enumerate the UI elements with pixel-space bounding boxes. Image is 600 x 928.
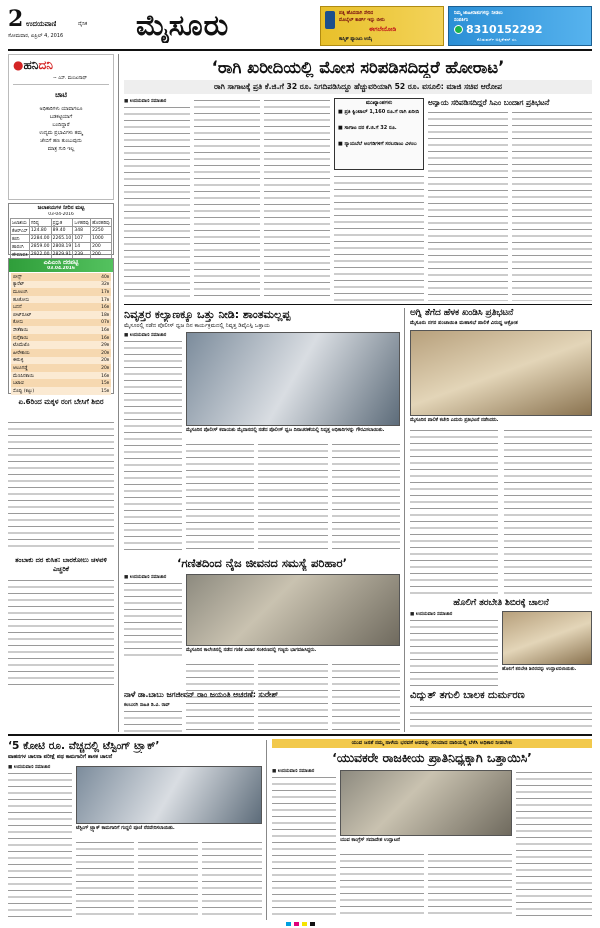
reservoir-date: 03-04-2016 xyxy=(48,212,74,217)
article-summer-camp xyxy=(8,420,114,550)
table-cell: ಸೌತೆಕಾಯಿ xyxy=(13,327,29,333)
table-cell: ಹಾರಂಗಿ xyxy=(11,243,30,251)
issue-date: ಸೋಮವಾರ, ಏಪ್ರಿಲ್ 4, 2016 xyxy=(8,33,64,39)
table-row xyxy=(11,387,111,395)
table-cell: 200 xyxy=(91,243,112,251)
table-cell: ಸೊಪ್ಪು (ಕಟ್ಟು) xyxy=(13,388,35,394)
ad2-line1: ನಿಮ್ಮ ಜಾಹೀರಾತುಗಳನ್ನು ನೀಡಲು xyxy=(454,11,503,16)
youth-byline: ■ ಉದಯವಾಣಿ ಸಮಾಚಾರ xyxy=(272,769,315,774)
poem-title: ಚಾಟಿ xyxy=(55,91,67,99)
temperature-header xyxy=(9,259,113,272)
column-divider xyxy=(404,308,405,732)
section-rule xyxy=(124,304,592,305)
masthead xyxy=(8,8,592,48)
table-cell: 40ಕಿ xyxy=(101,274,109,280)
color-swatch xyxy=(294,922,299,926)
table-cell: 1000 xyxy=(91,235,112,243)
lead-article-col1 xyxy=(124,105,190,301)
table-cell: 16ಕಿ xyxy=(101,335,109,341)
youth-kicker: ಯುವ ಜನತೆ ನಮ್ಮ ನಾಳೆಯ ಭರವಸೆ ಅವರನ್ನು ಸರಿಯಾದ ದಾರಿಯಲ್ಲಿ ಬೆಳೆಸಿ ಅಧಿಕಾರ ನೀಡಬೇಕು xyxy=(272,739,592,748)
paper-suffix: ದೈನಿಕ xyxy=(78,21,88,27)
table-cell: ಕ್ಯಾರೆಟ್ xyxy=(13,282,25,288)
table-cell: 14 xyxy=(73,243,91,251)
table-row xyxy=(11,364,111,372)
headline-injustice-protest: ಅನ್ಯಾಯ ಸರಿಪಡಿಸದಿದ್ದರೆ ಸಿಎಂ ಬಂದಾಗ ಪ್ರತಿಭಟನೆ xyxy=(428,98,550,107)
color-swatch xyxy=(302,922,307,926)
table-cell: 89.40 xyxy=(51,227,73,235)
table-cell: 107 xyxy=(73,235,91,243)
temperature-table xyxy=(11,273,111,395)
poem-line: ಬಂದಿದ್ದಾರೆ xyxy=(52,122,70,128)
article-fire-col1 xyxy=(410,428,498,594)
table-header: ಪ್ರಸ್ತುತ xyxy=(51,219,73,227)
article-youth-col1 xyxy=(272,775,336,919)
table-cell: 15ಕಿ xyxy=(101,388,109,394)
table-cell: ಟೊಮೆಟೊ xyxy=(13,343,30,349)
table-row xyxy=(11,379,111,387)
article-youth-col2 xyxy=(340,852,424,919)
table-cell: ಬದನೆ xyxy=(13,305,22,311)
article-youth-col3 xyxy=(428,852,512,919)
table-cell: 16ಕಿ xyxy=(101,305,109,311)
table-header: ಜಲಾಶಯ xyxy=(11,219,30,227)
track-caption: ಟೆಸ್ಟಿಂಗ್ ಟ್ರ್ಯಾಕ್ ಕಾಮಗಾರಿಗೆ ಗುದ್ದಲಿ ಪೂಜೆ ನೆರವೇರಿಸಲಾಯಿತು. xyxy=(76,826,175,831)
table-row xyxy=(11,341,111,349)
lead-byline: ■ ಉದಯವಾಣಿ ಸಮಾಚಾರ xyxy=(124,99,167,104)
protest-caption: ಮೈಸೂರಿನ ಪಾಲಿಕೆ ಕಚೇರಿ ಎದುರು ಪ್ರತಿಭಟನೆ ನಡೆಸಿದರು. xyxy=(410,418,499,423)
article-retired-col1 xyxy=(124,339,182,551)
temperature-box xyxy=(8,258,114,394)
article-babu xyxy=(124,709,182,732)
ad1-sub: ಕಾಸ್ಮಿಕ್ ಫ್ಯಾಂಟಸಿ ಆಯ್ಕೆ xyxy=(339,37,373,42)
page-number: 2 xyxy=(8,6,24,32)
headline-sewing: ಹೊಲಿಗೆ ತರಬೇತಿ ಶಿಬಿರಕ್ಕೆ ಚಾಲನೆ xyxy=(453,598,549,608)
table-cell: ಹೀರೇಕಾಯಿ xyxy=(13,350,30,356)
lead-headline: ‘ರಾಗಿ ಖರೀದಿಯಲ್ಲಿ ಮೋಸ ಸರಿಪಡಿಸದಿದ್ದರೆ ಹೋರಾಟ’ xyxy=(211,58,505,77)
article-math-col1 xyxy=(124,581,182,659)
table-cell: 32ಕಿ xyxy=(101,282,109,288)
table-cell: 239 xyxy=(73,251,91,259)
article-tobacco xyxy=(8,578,114,690)
logo-dani: ದನಿ xyxy=(38,58,53,72)
track-byline: ■ ಉದಯವಾಣಿ ಸಮಾಚಾರ xyxy=(8,765,51,770)
poem-line: ಉದ್ಯಮ ಪ್ರಭಾವಿಗಳು ತಮ್ಮ xyxy=(39,130,83,136)
table-row xyxy=(11,326,111,334)
table-cell: ಕೆಆರ್‌ಎಸ್ xyxy=(12,228,28,234)
article-electrocution xyxy=(410,704,592,732)
subheadline-retired-welfare: ಮೈಸೂರಲ್ಲಿ ನಡೆದ ಪೊಲೀಸ್ ಧ್ವಜ ದಿನ ಕಾರ್ಯಕ್ರಮದಲ್ಲಿ ನಿವೃತ್ತ ಡಿವೈಎಸ್ಪಿ ಒತ್ತಾಯ xyxy=(124,323,270,329)
table-cell: 18ಕಿ xyxy=(101,312,109,318)
headline-summer-camp: ಏ.6ರಿಂದ ಮಕ್ಕಳ ರಂಗ ಬೇಸಿಗೆ ಶಿಬಿರ xyxy=(18,398,104,406)
hani-logo xyxy=(13,58,53,73)
youth-caption: ಯುವ ಕಾಂಗ್ರೆಸ್ ಸಮಾವೇಶ ಉದ್ಘಾಟನೆ xyxy=(340,838,400,843)
police-photo xyxy=(186,332,400,426)
registration-marks xyxy=(8,922,592,926)
table-header-row xyxy=(11,219,112,227)
logo-hani: ಹನಿ xyxy=(23,58,39,72)
table-cell: 2265.10 xyxy=(52,236,72,241)
article-retired-col3 xyxy=(258,442,328,551)
table-cell: 29ಕಿ xyxy=(101,343,109,349)
column-divider xyxy=(266,740,267,920)
sewing-photo xyxy=(502,611,592,665)
table-row xyxy=(11,227,112,235)
color-swatch xyxy=(286,922,291,926)
protest-photo xyxy=(410,330,592,416)
table-row xyxy=(11,303,111,311)
table-cell: ಕಬಿನಿ xyxy=(11,235,30,243)
hani-dani-box xyxy=(8,54,114,200)
article-track-col1 xyxy=(8,771,72,919)
table-cell: ಕೋಸು xyxy=(13,320,24,326)
ad2-line2: ಸಂಪರ್ಕಿಸಿ xyxy=(454,18,469,23)
ad1-line1: ಪತ್ನಿ ಹೊಸದಾಗಿ ಸೇರಿದ xyxy=(339,11,374,16)
factbox-title: ಮುಖ್ಯಾಂಶಗಳು xyxy=(365,100,393,106)
bottom-section-rule xyxy=(8,734,592,736)
article-fire-col2 xyxy=(504,428,592,594)
headline-fire-protest: ಅಗ್ನಿ ತೆಗೆದ ಹೆಳಕ ಖಂಡಿಸಿ ಪ್ರತಿಭಟನೆ xyxy=(410,308,514,318)
factbox-item: ■ ನ್ಯಾಯಬೆಲೆ ಅಂಗಡಿಗಳಿಗೆ ಸರಬರಾಜು ವಿಳಂಬ xyxy=(338,141,417,147)
table-cell: 2808.19 xyxy=(52,244,72,249)
table-cell: 17ಕಿ xyxy=(101,297,109,303)
table-cell: ಈರುಳ್ಳಿ xyxy=(13,358,24,364)
hani-author: ~ ಎಸ್. ಮಂಜುನಾಥ್ xyxy=(53,76,87,81)
table-row xyxy=(11,319,111,327)
table-cell: 16ಕಿ xyxy=(101,327,109,333)
color-swatch xyxy=(310,922,315,926)
article-injustice-col2 xyxy=(512,110,592,301)
article-retired-col4 xyxy=(332,442,400,551)
paper-name: ಉದಯವಾಣಿ xyxy=(26,20,57,28)
temperature-title: ಎಪಿಎಂಸಿ ದರಪಟ್ಟಿ xyxy=(43,259,79,266)
math-photo xyxy=(186,574,400,646)
phone-icon xyxy=(325,11,335,29)
ad1-line2: ಮೊಬೈಲ್ ಕಾರ್ಡ್ ಇನ್ನು ಬೀರು xyxy=(339,18,385,23)
table-cell: 2829.91 xyxy=(52,252,72,257)
whatsapp-icon xyxy=(454,25,463,34)
table-cell: ಬಟಾಣಿ xyxy=(13,381,24,387)
police-caption: ಮೈಸೂರಿನ ಪೊಲೀಸ್ ಕವಾಯತು ಮೈದಾನದಲ್ಲಿ ನಡೆದ ಪೊಲೀಸ್ ಧ್ವಜ ದಿನಾಚರಣೆಯಲ್ಲಿ ನಿವೃತ್ತ ಅಧಿಕಾರಿಗಳನ್ನು ಗೌರವಿಸಲಾಯಿತು. xyxy=(186,428,385,433)
math-caption: ಮೈಸೂರಿನ ಕಾಲೇಜಿನಲ್ಲಿ ನಡೆದ ಗಣಿತ ವಿಚಾರ ಸಂಕಿರಣದಲ್ಲಿ ಗಣ್ಯರು ಭಾಗವಹಿಸಿದ್ದರು. xyxy=(186,648,317,653)
table-cell: ಮೆಣಸಿನಕಾಯಿ xyxy=(13,373,34,379)
drop-icon: ● xyxy=(13,58,24,72)
table-cell: 348 xyxy=(73,227,91,235)
headline-testing-track: ‘5 ಕೋಟಿ ರೂ. ವೆಚ್ಚದಲ್ಲಿ ಟೆಸ್ಟಿಂಗ್ ಟ್ರ್ಯಾಕ್’ xyxy=(8,740,160,752)
table-cell: 20ಕಿ xyxy=(101,365,109,371)
table-row xyxy=(11,296,111,304)
table-cell: 124.80 xyxy=(29,227,51,235)
table-cell: ಬೀಟ್‌ರೂಟ್ xyxy=(13,312,32,318)
table-cell: ನುಗ್ಗೆಕಾಯಿ xyxy=(13,335,29,341)
poem-line: ಅಧಿಕಾರಿಗಳು ಯಾವಾಗಲೂ xyxy=(39,106,83,112)
table-cell: 200 xyxy=(91,251,112,259)
table-header: ಒಳಹರಿವು xyxy=(74,220,90,226)
table-cell: 2250 xyxy=(91,227,112,235)
table-cell: 16ಕಿ xyxy=(101,373,109,379)
article-sewing xyxy=(410,618,498,686)
table-row xyxy=(11,334,111,342)
temperature-date: 03.04.2016 xyxy=(47,266,75,271)
table-row xyxy=(11,243,112,251)
poem xyxy=(9,105,113,153)
math-byline: ■ ಉದಯವಾಣಿ ಸಮಾಚಾರ xyxy=(124,575,167,580)
table-cell: ಆಲೂಗಡ್ಡೆ xyxy=(13,365,28,371)
table-cell: 20ಕಿ xyxy=(101,350,109,356)
youth-photo xyxy=(340,770,512,836)
article-track-col2 xyxy=(76,840,134,919)
hani-rule xyxy=(13,84,109,85)
table-cell: ಮೂಲಂಗಿ xyxy=(13,289,28,295)
table-row xyxy=(11,281,111,289)
headline-electrocution: ವಿದ್ಯುತ್ ತಗುಲಿ ಬಾಲಕ ದುರ್ಮರಣ xyxy=(410,690,525,701)
ad2-phone: 8310152292 xyxy=(466,23,543,36)
table-row xyxy=(11,372,111,380)
poem-line: ಮಾತ್ರ ಗುರಿ ಇಲ್ಲ xyxy=(47,146,75,152)
headline-math: ‘ಗಣಿತದಿಂದ ನೈಜ ಜೀವನದ ಸಮಸ್ಯೆ ಪರಿಹಾರ’ xyxy=(177,556,347,570)
sewing-caption: ಹೊಲಿಗೆ ತರಬೇತಿ ಶಿಬಿರವನ್ನು ಉದ್ಘಾಟಿಸಲಾಯಿತು. xyxy=(502,667,577,672)
table-cell: ಹೇಮಾವತಿ xyxy=(12,252,28,258)
table-row xyxy=(11,235,112,243)
table-row xyxy=(11,273,111,281)
headline-tobacco: ತಂಬಾಕು ದರ ಕುಸಿತ: ಬಾರಕೋಲು ಚಳವಳಿ ಎಚ್ಚರಿಕೆ xyxy=(15,556,107,573)
column-divider xyxy=(118,54,119,732)
subheadline-testing-track: ವಾಹನಗಳ ಚಾಲನಾ ಪರೀಕ್ಷೆ ಪಥ ಕಾಮಗಾರಿಗೆ ಶಾಸಕ ಚಾಲನೆ xyxy=(8,754,113,760)
table-cell: 2284.00 xyxy=(30,236,50,241)
factbox xyxy=(334,98,424,170)
sewing-byline: ■ ಉದಯವಾಣಿ ಸಮಾಚಾರ xyxy=(410,612,453,617)
reservoir-table xyxy=(10,218,112,259)
headline-babu-jayanti: ನಾಳೆ ಡಾ.ಬಾಬು ಜಗಜೀವನ್ ರಾಂ ಜಯಂತಿ ಆಚರಣೆ: ಸುರೇಶ್ xyxy=(124,690,279,699)
article-track-col4 xyxy=(202,840,262,919)
ad1-tag: ಈಗಲೇನೋಡಿ xyxy=(369,26,397,33)
table-cell: 2859.00 xyxy=(30,244,50,249)
poem-line: ಜೇಬಿಗೆ ಹಣ ತುಂಬುವುದು xyxy=(40,138,82,144)
table-cell: 07ಕಿ xyxy=(101,320,109,326)
article-injustice-col1 xyxy=(428,110,508,301)
lead-article-col4 xyxy=(334,174,424,301)
subheadline-fire-protest: ಮೈಸೂರು ನಗರ ಪಂಚಾಯಿತಿ ಮಹಾಸಭೆ ಪಾಲಿಕೆ ವಿರುದ್ಧ ಆಕ್ರೋಶ xyxy=(410,320,518,326)
table-row xyxy=(11,311,111,319)
factbox-item: ■ ಪ್ರತಿ ಕ್ವಿಂಟಾಲ್ 1,160 ರೂ.ಗೆ ರಾಗಿ ಖರೀದಿ xyxy=(338,109,420,115)
headline-youth-politics: ‘ಯುವಕರೇ ರಾಜಕೀಯ ಪ್ರಾತಿನಿಧ್ಯಕ್ಕಾಗಿ ಒತ್ತಾಯಿಸಿ’ xyxy=(332,750,532,765)
retired-byline: ■ ಉದಯವಾಣಿ ಸಮಾಚಾರ xyxy=(124,333,167,338)
ad-banner-contact[interactable] xyxy=(448,6,592,46)
reservoir-title: ಜಲಾಶಯಗಳ ನೀರಿನ ಮಟ್ಟ xyxy=(37,205,85,211)
table-cell: ಹೂಕೋಸು xyxy=(13,297,30,303)
table-cell: 17ಕಿ xyxy=(101,289,109,295)
track-photo xyxy=(76,766,262,824)
table-cell: 20ಕಿ xyxy=(101,358,109,364)
table-row xyxy=(11,349,111,357)
table-row xyxy=(11,288,111,296)
reservoir-box xyxy=(8,203,114,258)
table-cell: 2922.00 xyxy=(30,252,50,257)
table-row xyxy=(11,357,111,365)
table-cell: 15ಕಿ xyxy=(101,381,109,387)
headline-retired-welfare: ನಿವೃತ್ತರ ಕಲ್ಯಾಣಕ್ಕೂ ಒತ್ತು ನೀಡಿ: ಶಾಂತಮಲ್ಲಪ್ಪ xyxy=(124,308,291,321)
section-title: ಮೈಸೂರು xyxy=(136,8,230,42)
lead-article-col3 xyxy=(264,98,330,301)
masthead-rule xyxy=(8,49,592,51)
ad2-sub: ಕೊಡುವರ್ಸ್ ಅಪ್ಲಿಕೇಶನ್ ಸಂ. xyxy=(477,37,518,42)
table-cell: ಬೀನ್ಸ್ xyxy=(13,274,22,280)
lead-subheadline: ರಾಗಿ ಸಾಗಾಟಕ್ಕೆ ಪ್ರತಿ ಕೆ.ಜಿ.ಗೆ 32 ರೂ. ನಿಗದಿಪಡಿಸಿದ್ದೂ ಹೆಚ್ಚುವರಿಯಾಗಿ 52 ರೂ. ವಸೂಲಿ: ಮಾಜಿ ಸಚಿವ ಆರೋಪ xyxy=(124,80,592,94)
article-retired-col2 xyxy=(186,442,254,551)
table-header: ಹೊರಹರಿವು xyxy=(92,220,110,226)
poem-line: ಬಡಕಟ್ಟಿಯಾಗೆ xyxy=(49,114,73,120)
lead-article-col2 xyxy=(194,98,260,301)
article-youth-col4 xyxy=(516,770,592,919)
table-header: ಗರಿಷ್ಠ xyxy=(29,219,51,227)
article-track-col3 xyxy=(138,840,198,919)
babu-byline: ಕಲಬುರಗಿ ಸಾಹಿತಿ ಡಿ.ವಿ. ರಾವ್ xyxy=(124,703,170,708)
factbox-item: ■ ಸಾಗಾಟ ದರ ಕೆ.ಜಿ.ಗೆ 32 ರೂ. xyxy=(338,125,397,131)
ad-banner-mobile[interactable] xyxy=(320,6,444,46)
